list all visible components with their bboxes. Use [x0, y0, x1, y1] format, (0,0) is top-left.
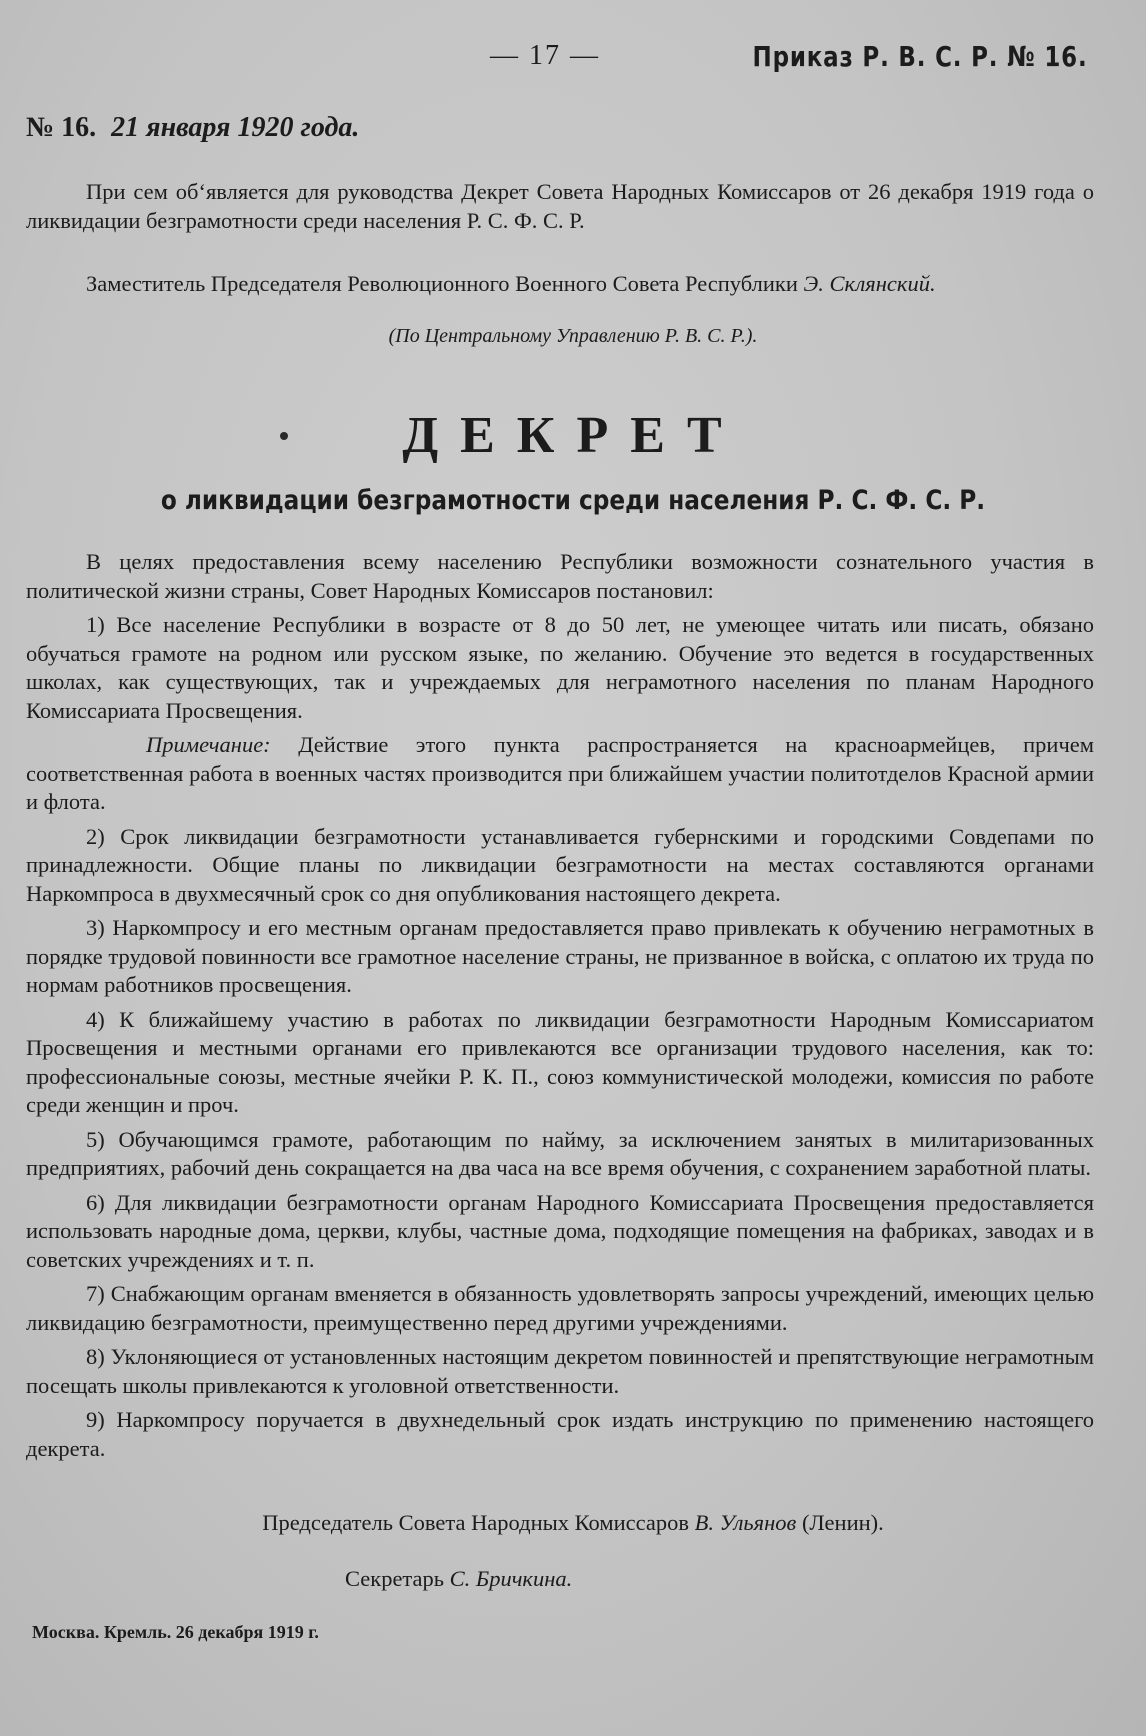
deputy-signature: Э. Склянский.	[803, 271, 936, 296]
deputy-signature-line	[86, 270, 1094, 299]
secretary-name: С. Бричкина.	[449, 1566, 573, 1591]
decree-point-7: 7) Снабжающим органам вменяется в обязанность удовлетворять запросы учреждений, имеющих целью ликвидацию безграмотности, преимущественно перед другими учреждениями.	[26, 1281, 1094, 1335]
note-text: Действие этого пункта распространяется на красноармейцев, причем соответственная работа в военных частях производится при ближайшем участии политотделов Красной армии и флота.	[26, 732, 1094, 814]
lead-paragraph: При сем об‘является для руководства Декрет Совета Народных Комиссаров от 26 декабря 1919 года о ликвидации безграмотности среди населения Р. С. Ф. С. Р.	[26, 179, 1094, 233]
page-header	[0, 40, 1146, 76]
page-number: — 17 —	[490, 40, 600, 71]
decree-body	[26, 548, 1094, 1469]
decree-point-9: 9) Наркомпросу поручается в двухнедельный срок издать инструкцию по применению настоящего декрета.	[26, 1407, 1094, 1461]
lead-block	[26, 178, 1094, 241]
decree-point-2: 2) Срок ликвидации безграмотности устанавливается губернскими и городскими Совдепами по принадлежности. Общие планы по ликвидации безграмотности на местах составляются органами Наркомпроса в двухмесячный срок со дня опубликования настоящего декрета.	[26, 823, 1094, 906]
order-number: № 16.	[26, 112, 97, 143]
decree-subtitle: о ликвидации безграмотности среди населения Р. С. Ф. С. Р.	[160, 485, 986, 516]
decree-point-8: 8) Уклоняющиеся от установленных настоящим декретом повинностей и препятствующие неграмотным посещать школы привлекаются к уголовной ответственности.	[26, 1344, 1094, 1398]
deputy-title: Заместитель Председателя Революционного Военного Совета Республики	[86, 271, 798, 296]
note-label: Примечание:	[146, 732, 271, 757]
order-reference: Приказ Р. В. С. Р. № 16.	[753, 40, 1088, 73]
decree-title: ДЕКРЕТ	[402, 407, 744, 464]
decree-point-5: 5) Обучающимся грамоте, работающим по найму, за исключением занятых в милитаризованных предприятиях, рабочий день сокращается на два часа на все время обучения, с сохранением заработной платы.	[26, 1126, 1094, 1180]
chairman-title: Председатель Совета Народных Комиссаров	[262, 1510, 695, 1535]
via-line: (По Центральному Управлению Р. В. С. Р.).	[388, 325, 758, 347]
decree-point-1: 1) Все население Республики в возрасте от 8 до 50 лет, не умеющее читать или писать, обязано обучаться грамоте на родном или русском языке, по желанию. Обучение это ведется в государственных школах, как существующих, так и учреждаемых для неграмотного населения по планам Народного Комиссариата Просвещения.	[26, 612, 1094, 723]
order-date: 21 января 1920 года.	[111, 112, 360, 143]
decree-note	[26, 731, 1094, 817]
secretary-signature	[345, 1566, 572, 1592]
decree-point-3: 3) Наркомпросу и его местным органам предоставляется право привлекать к обучению неграмотных в порядке трудовой повинности все грамотное население страны, не призванное в войска, с оплатою их труда по нормам работников просвещения.	[26, 915, 1094, 997]
chairman-suffix: (Ленин).	[796, 1510, 884, 1535]
place-and-date: Москва. Кремль. 26 декабря 1919 г.	[32, 1622, 319, 1642]
decree-preamble: В целях предоставления всему населению Республики возможности сознательного участия в политической жизни страны, Совет Народных Комиссаров постановил:	[26, 549, 1094, 603]
chairman-signature	[0, 1510, 1146, 1536]
decree-point-6: 6) Для ликвидации безграмотности органам Народного Комиссариата Просвещения предоставляется использовать народные дома, церкви, клубы, частные дома, подходящие помещения на фабриках, заводах и в советских учреждениях и т. п.	[26, 1189, 1094, 1272]
secretary-title: Секретарь	[345, 1566, 450, 1591]
decree-point-4: 4) К ближайшему участию в работах по ликвидации безграмотности Народным Комиссариатом Просвещения и местными органами его привлекаются все организации трудового населения, как то: профессиональные союзы, местные ячейки Р. К. П., союз коммунистической молодежи, комиссия по работе среди женщин и проч.	[26, 1006, 1094, 1117]
order-line	[26, 112, 359, 144]
chairman-name: В. Ульянов	[694, 1510, 797, 1535]
